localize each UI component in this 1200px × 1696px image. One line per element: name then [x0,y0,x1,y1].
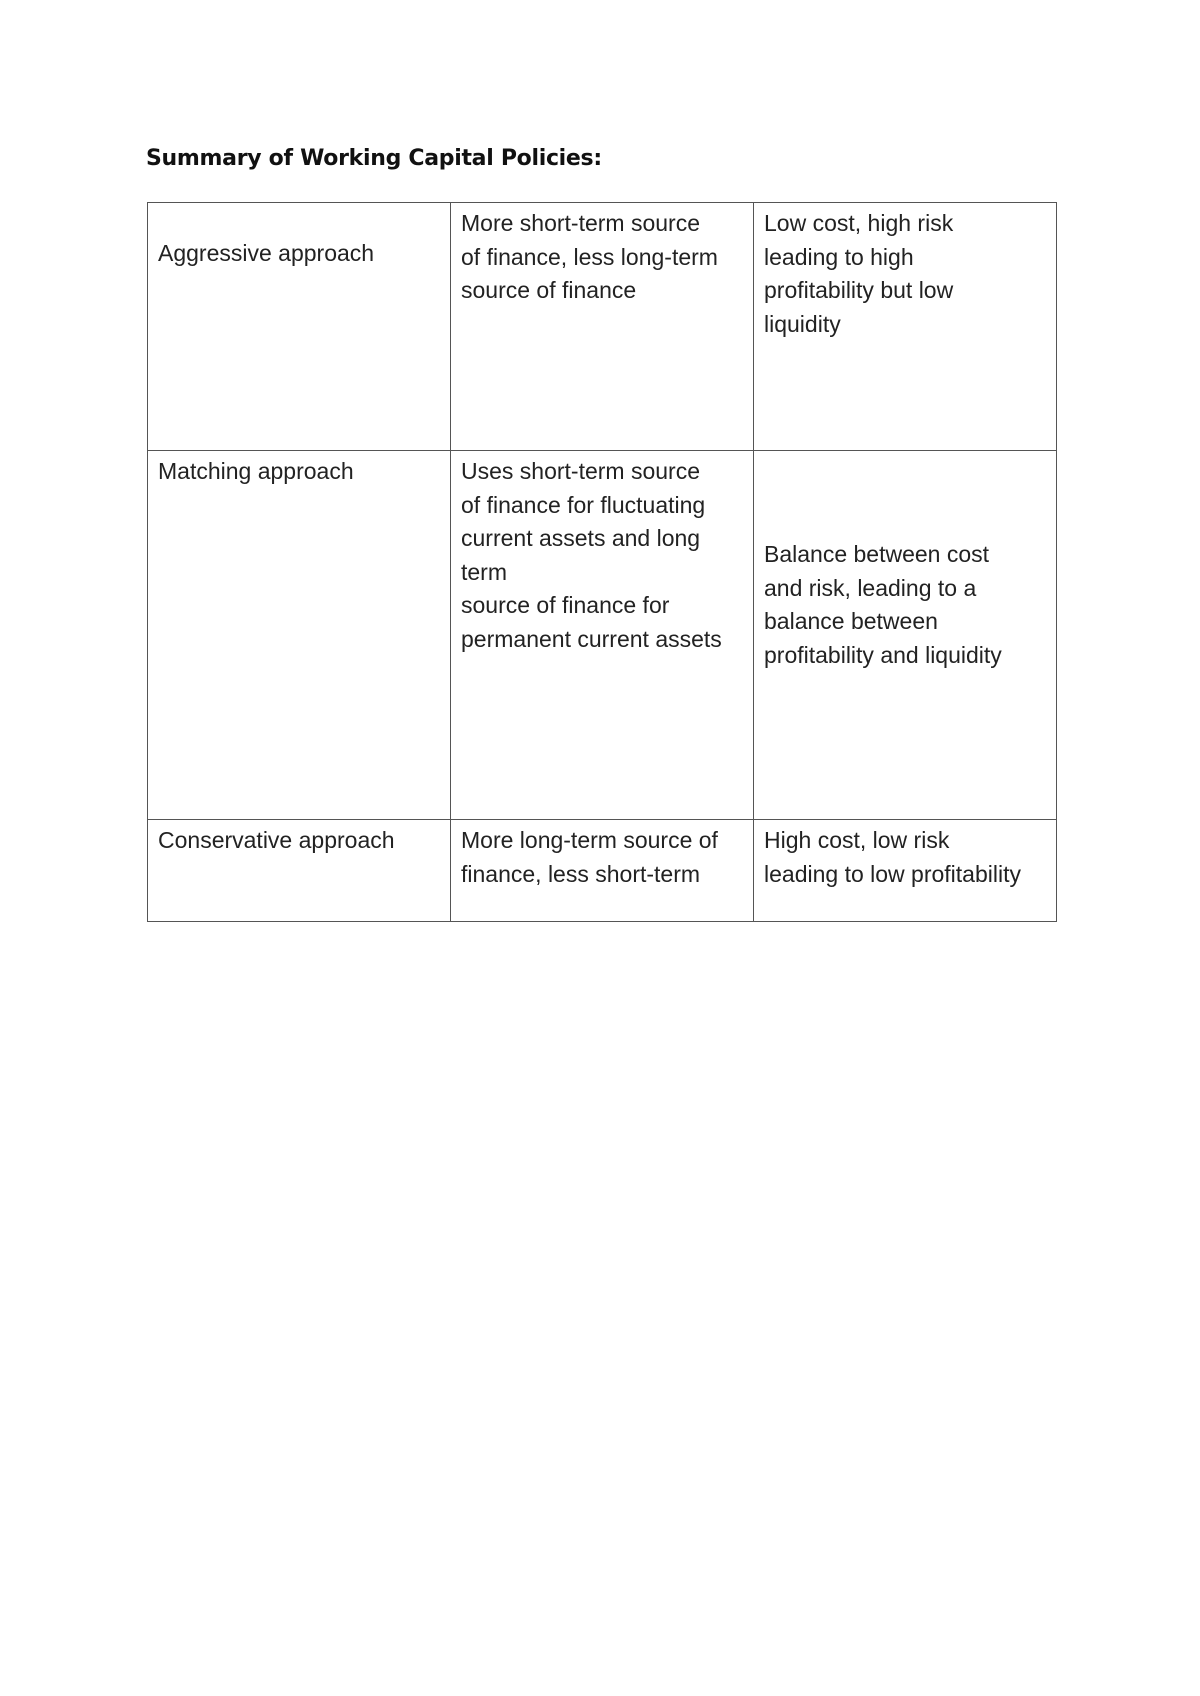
table-row [148,820,1057,922]
table-row [148,451,1057,820]
financing-cell [451,820,754,922]
financing-cell [451,451,754,820]
approach-cell [148,203,451,451]
financing-text: More long-term source of finance, less short-term [461,827,718,887]
working-capital-policies-table [147,202,1057,922]
outcome-cell [754,451,1057,820]
approach-label: Conservative approach [158,827,395,853]
approach-label: Aggressive approach [158,240,375,266]
outcome-text: High cost, low risk leading to low profitability [764,827,1021,887]
outcome-text: Low cost, high risk leading to high profitability but low liquidity [764,210,954,337]
outcome-text: Balance between cost and risk, leading to a balance between profitability and liquidity [764,541,1002,668]
outcome-cell [754,820,1057,922]
table-row [148,203,1057,451]
financing-text: Uses short-term source of finance for fluctuating current assets and long term source of finance for permanent current assets [461,458,722,652]
approach-cell [148,820,451,922]
approach-cell [148,451,451,820]
outcome-cell [754,203,1057,451]
approach-label: Matching approach [158,458,354,484]
financing-cell [451,203,754,451]
document-title: Summary of Working Capital Policies: [146,146,602,171]
financing-text: More short-term source of finance, less long-term source of finance [461,210,718,303]
